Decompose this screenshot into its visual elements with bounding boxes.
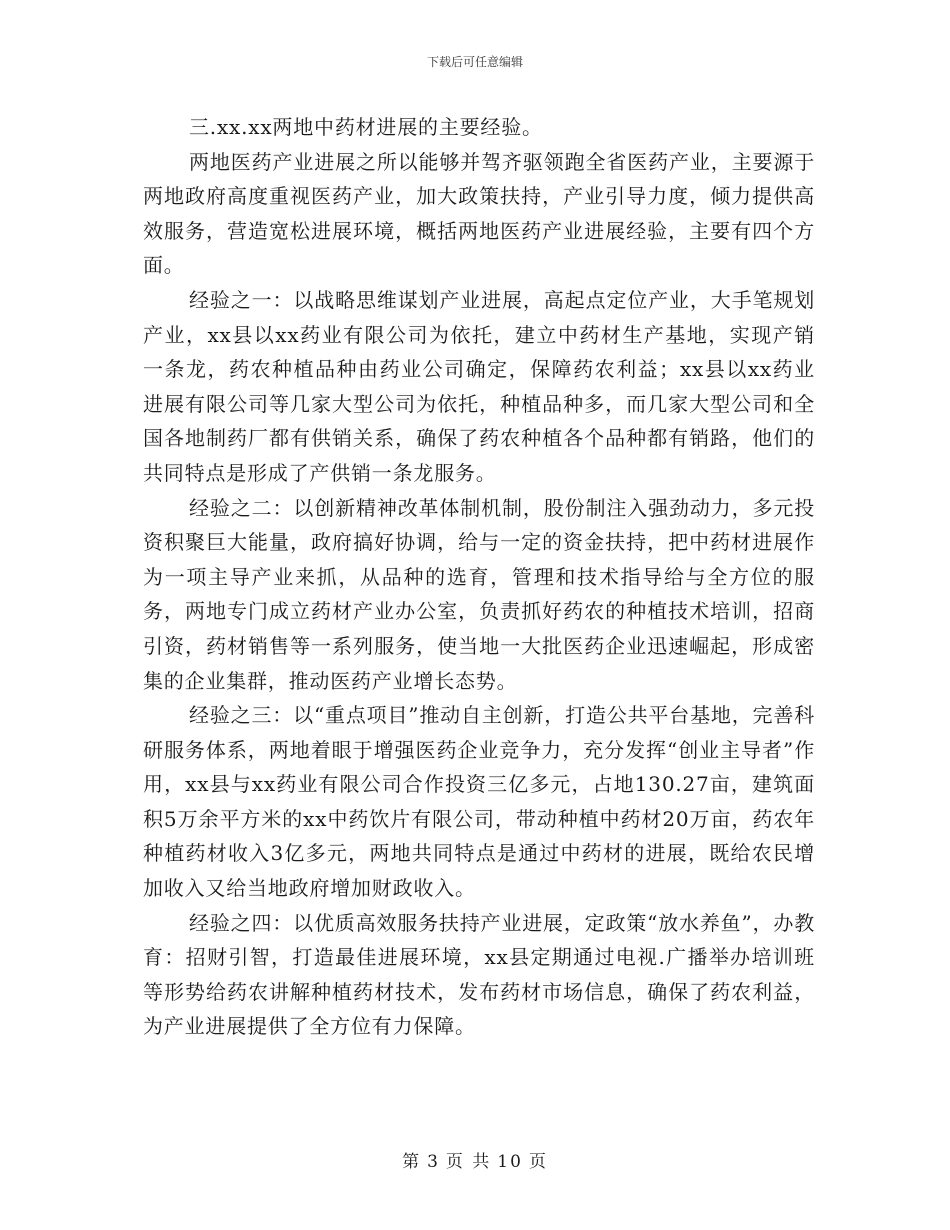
paragraph-intro: 两地医药产业进展之所以能够并驾齐驱领跑全省医药产业，主要源于两地政府高度重视医药产业，加大政策扶持，产业引导力度，倾力提供高效服务，营造宽松进展环境，概括两地医药产业进展经验，主要有四个方面。 — [143, 149, 815, 278]
footer-suffix: 页 — [528, 1152, 548, 1172]
paragraph-experience-2: 经验之二：以创新精神改革体制机制，股份制注入强劲动力，多元投资积聚巨大能量，政府搞好协调，给与一定的资金扶持，把中药材进展作为一项主导产业来抓，从品种的选育，管理和技术指导给与全方位的服务，两地专门成立药材产业办公室，负责抓好药农的种植技术培训，招商引资，药材销售等一系列服务，使当地一大批医药企业迅速崛起，形成密集的企业集群，推动医药产业增长态势。 — [143, 495, 815, 693]
section-heading: 三.xx.xx两地中药材进展的主要经验。 — [189, 115, 543, 139]
footer-mid: 页 共 — [445, 1152, 492, 1172]
paragraph-experience-1: 经验之一：以战略思维谋划产业进展，高起点定位产业，大手笔规划产业，xx县以xx药业有限公司为依托，建立中药材生产基地，实现产销一条龙，药农种植品种由药业公司确定，保障药农利益；xx县以xx药业进展有限公司等几家大型公司为依托，种植品种多，而几家大型公司和全国各地制药厂都有供销关系，确保了药农种植各个品种都有销路，他们的共同特点是形成了产供销一条龙服务。 — [143, 287, 815, 485]
page-header-note: 下载后可任意编辑 — [426, 55, 523, 69]
footer-prefix: 第 — [402, 1152, 422, 1172]
document-body — [143, 110, 815, 1044]
paragraph-experience-4: 经验之四：以优质高效服务扶持产业进展，定政策“放水养鱼”，办教育：招财引智，打造最佳进展环境，xx县定期通过电视.广播举办培训班等形势给药农讲解种植药材技术，发布药材市场信息，确保了药农利益，为产业进展提供了全方位有力保障。 — [143, 910, 815, 1039]
footer-page-number: 3 — [427, 1152, 440, 1172]
footer-total-pages: 10 — [497, 1152, 523, 1172]
paragraph-experience-3: 经验之三：以“重点项目”推动自主创新，打造公共平台基地，完善科研服务体系，两地着眼于增强医药企业竞争力，充分发挥“创业主导者”作用，xx县与xx药业有限公司合作投资三亿多元，占地130.27亩，建筑面积5万余平方米的xx中药饮片有限公司，带动种植中药材20万亩，药农年种植药材收入3亿多元，两地共同特点是通过中药材的进展，既给农民增加收入又给当地政府增加财政收入。 — [143, 703, 815, 901]
page-footer — [0, 1151, 950, 1173]
